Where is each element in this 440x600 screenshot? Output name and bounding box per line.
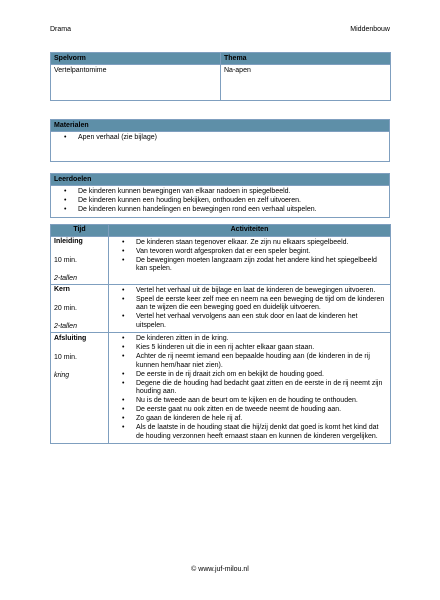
activity-item: • Zo gaan de kinderen de hele rij af. xyxy=(136,415,387,424)
phase-title: Inleiding xyxy=(54,238,83,245)
materialen-header: Materialen xyxy=(51,120,390,132)
page-header xyxy=(50,26,390,33)
activity-item: • Vertel het verhaal vervolgens aan een stuk door en laat de kinderen het uitspelen. xyxy=(136,313,387,330)
activity-item: • De eerste gaat nu ook zitten en de tweede neemt de houding aan. xyxy=(136,406,387,415)
activiteiten-header: Activiteiten xyxy=(109,224,391,236)
spelvorm-header: Spelvorm xyxy=(51,53,221,65)
phase-activities-list xyxy=(112,335,387,441)
thema-value: Na-apen xyxy=(221,65,391,101)
leerdoel-item: • De kinderen kunnen bewegingen van elkaar nadoen in spiegelbeeld. xyxy=(78,188,386,197)
phase-duration: 10 min. xyxy=(54,353,77,361)
activity-item: • De kinderen zitten in de kring. xyxy=(136,335,387,344)
phase-time-cell xyxy=(51,236,109,284)
level-label: Middenbouw xyxy=(350,26,390,33)
subject-label: Drama xyxy=(50,26,72,33)
form-table xyxy=(50,52,391,101)
activity-item: • Vertel het verhaal uit de bijlage en laat de kinderen de bewegingen uitvoeren. xyxy=(136,287,387,296)
phase-activities-cell xyxy=(109,284,391,333)
spelvorm-value: Vertelpantomime xyxy=(51,65,221,101)
leerdoelen-table xyxy=(50,173,390,218)
activity-item: • Als de laatste in de houding staat die hij/zij denkt dat goed is komt het kind dat de houding verzonnen heeft ernaast staan en kunnen de kinderen vergelijken. xyxy=(136,424,387,441)
phase-grouping: kring xyxy=(54,371,70,379)
phase-title: Kern xyxy=(54,286,70,293)
activity-item: • Van tevoren wordt afgesproken dat er een speler begint. xyxy=(136,248,387,257)
thema-header: Thema xyxy=(221,53,391,65)
phase-duration: 20 min. xyxy=(54,305,77,312)
phase-activities-cell xyxy=(109,236,391,284)
phase-time-cell xyxy=(51,284,109,333)
activity-item: • De eerste in de rij draait zich om en bekijkt de houding goed. xyxy=(136,371,387,380)
leerdoel-item: • De kinderen kunnen handelingen en bewegingen rond een verhaal uitspelen. xyxy=(78,206,386,215)
phase-rows xyxy=(51,236,391,444)
lesson-document xyxy=(50,52,390,444)
leerdoelen-list xyxy=(54,188,386,215)
materialen-table xyxy=(50,119,390,162)
leerdoel-item: • De kinderen kunnen een houding bekijken, onthouden en zelf uitvoeren. xyxy=(78,197,386,206)
activity-item: • De bewegingen moeten langzaam zijn zodat het andere kind het spiegelbeeld kan spelen. xyxy=(136,257,387,274)
leerdoelen-body xyxy=(51,186,390,218)
phase-activities-cell xyxy=(109,333,391,444)
activity-item: • Nu is de tweede aan de beurt om te kijken en de houding te onthouden. xyxy=(136,397,387,406)
phase-grouping: 2-tallen xyxy=(54,323,77,330)
tijd-header: Tijd xyxy=(51,224,109,236)
activities-table xyxy=(50,224,391,445)
phase-title: Afsluiting xyxy=(54,334,87,342)
phase-duration: 10 min. xyxy=(54,257,77,264)
activity-item: • De kinderen staan tegenover elkaar. Ze zijn nu elkaars spiegelbeeld. xyxy=(136,239,387,248)
materialen-list xyxy=(54,134,386,143)
materialen-item: • Apen verhaal (zie bijlage) xyxy=(78,134,386,143)
activity-item: • Kies 5 kinderen uit die in een rij achter elkaar gaan staan. xyxy=(136,344,387,353)
phase-grouping: 2-tallen xyxy=(54,275,77,282)
phase-time-cell xyxy=(51,333,109,444)
phase-row xyxy=(51,333,391,444)
activity-item: • Degene die de houding had bedacht gaat zitten en de eerste in de rij neemt zijn houding aan. xyxy=(136,380,387,397)
activity-item: • Speel de eerste keer zelf mee en neem na een beweging de tijd om de kinderen aan te wijzen die een beweging goed en duidelijk uitvoeren. xyxy=(136,296,387,313)
leerdoelen-header: Leerdoelen xyxy=(51,174,390,186)
phase-activities-list xyxy=(112,239,387,274)
activity-item: • Achter de rij neemt iemand een bepaalde houding aan (de kinderen in de rij kunnen hem/haar niet zien). xyxy=(136,353,387,370)
footer-credit: © www.juf-milou.nl xyxy=(191,566,249,573)
phase-row xyxy=(51,236,391,284)
phase-row xyxy=(51,284,391,333)
phase-activities-list xyxy=(112,287,387,331)
materialen-body xyxy=(51,132,390,162)
